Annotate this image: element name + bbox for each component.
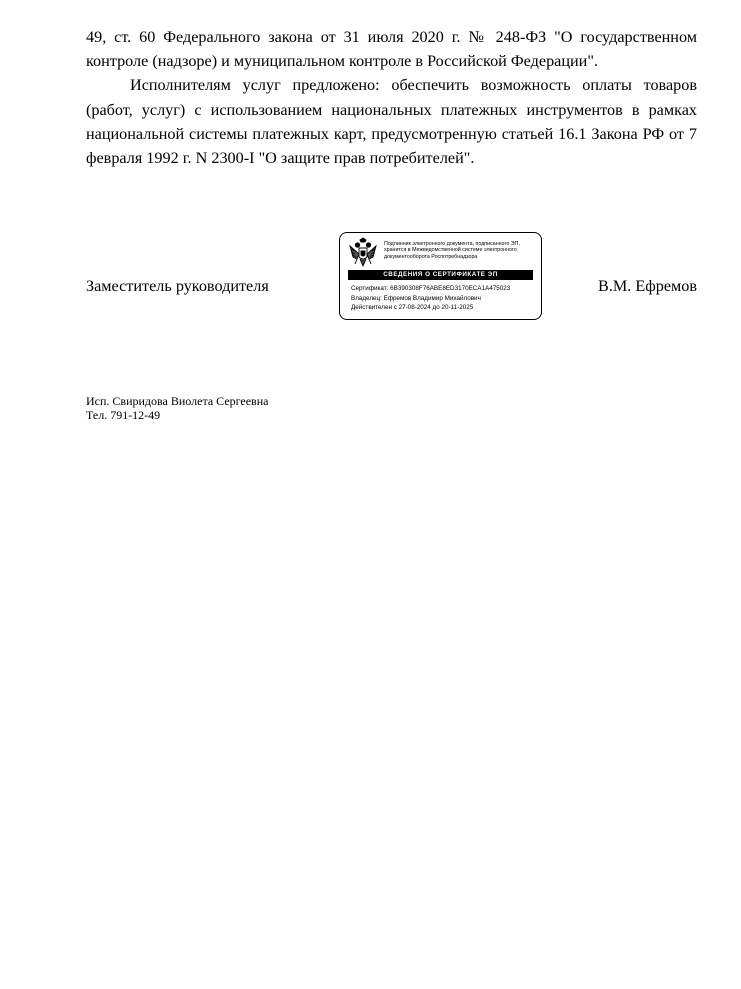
- stamp-validity: Действителен с 27-08-2024 до 20-11-2025: [351, 304, 474, 312]
- electronic-signature-stamp: [339, 232, 542, 320]
- stamp-header: [384, 241, 536, 260]
- executor-name: Исп. Свиридова Виолета Сергеевна: [86, 394, 269, 408]
- executor-phone: Тел. 791-12-49: [86, 408, 161, 422]
- signature-block: [86, 231, 697, 323]
- stamp-certificate-title: СВЕДЕНИЯ О СЕРТИФИКАТЕ ЭП: [348, 270, 533, 280]
- stamp-header-line: документооборота Роспотребнадзора: [384, 253, 478, 260]
- stamp-header-line: Подлинник электронного документа, подписанного ЭП,: [384, 241, 520, 247]
- coat-of-arms-icon: [348, 237, 378, 269]
- stamp-details: [351, 284, 537, 313]
- stamp-owner: Владелец: Ефремов Владимир Михайлович: [351, 294, 481, 302]
- stamp-header-line: хранится в Межведомственной системе электронного: [384, 247, 517, 254]
- signer-role: Заместитель руководителя: [86, 277, 269, 295]
- stamp-certificate-number: Сертификат: 6B390308F76ABE8ED3170ECA1A475023: [351, 285, 511, 292]
- paragraph-legal-reference: 49, ст. 60 Федерального закона от 31 июля 2020 г. № 248-ФЗ "О государственном контроле (надзоре) и муниципальном контроле в Российской Федерации".: [86, 28, 697, 71]
- paragraph-payment-requirement: Исполнителям услуг предложено: обеспечить возможность оплаты товаров (работ, услуг) с использованием национальных платежных инструментов в рамках национальной системы платежных карт, предусмотренную статьей 16.1 Закона РФ от 7 февраля 1992 г. N 2300-I "О защите прав потребителей".: [86, 76, 697, 168]
- letter-body: [86, 25, 697, 170]
- signer-name: В.М. Ефремов: [598, 277, 697, 295]
- executor-info: [86, 394, 268, 422]
